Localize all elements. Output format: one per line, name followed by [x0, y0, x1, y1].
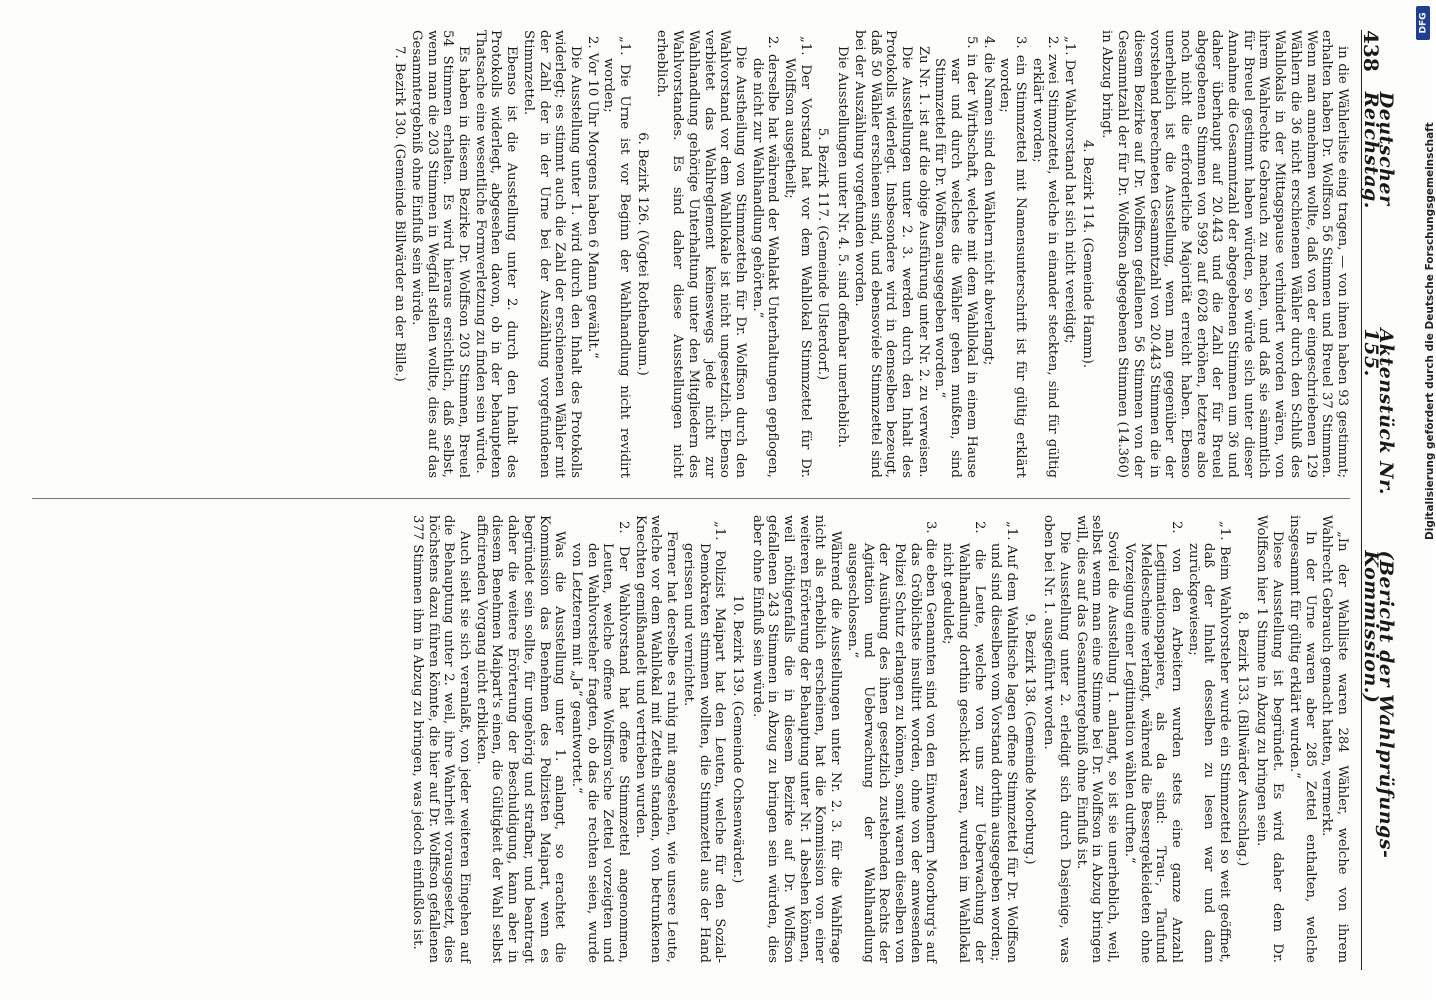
list-item: „1. Auf dem Wahltische lagen offene Stimmzettel für Dr. Wolffson und sind dieselben vom Vorstand dorthin ausgegeben worden;	[988, 521, 1019, 963]
left-column	[30, 30, 1350, 478]
document-page	[22, 10, 1412, 990]
list-item: 4. die Namen sind den Wählern nicht abverlangt;	[980, 36, 996, 366]
list-item: 3. die eben Genannten sind von den Einwohnern Moorburg's auf das Gröblichste insultirt worden, ohne von der anwesenden Polizei Schutz erlangen zu können, somit waren dieselben von der Ausübung des ihnen gesetzlich zustehenden Rechts der Agitation und Ueberwachung der Wahlhandlung ausgeschlossen.“	[844, 521, 939, 963]
district-heading: 8. Bezirk 133. (Billwärder Ausschlag.)	[1234, 611, 1250, 867]
paragraph: Ebenso ist die Ausstellung unter 2. durch den Inhalt des Protokolls widerlegt, abgesehen davon, ob in der behaupteten Thatsache eine wesentliche Formverletzung zu finden sein würde.	[472, 30, 520, 478]
list-item: „1. Der Wahlvorstand hat sich nicht vereidigt;	[1062, 36, 1078, 344]
page-number: 438	[1358, 30, 1383, 72]
paragraph: „In der Wahlliste waren 284 Wähler, welche von ihrem Wahlrecht Gebrauch gemacht hatten, vermerkt.	[1319, 515, 1350, 963]
district-heading: 5. Bezirk 117. (Gemeinde Ulsterdorf.)	[815, 127, 831, 381]
paragraph: 7. Bezirk 130. (Gemeinde Billwärder an der Bille.)	[392, 46, 408, 382]
list-item: 2. die Leute, welche von uns zur Ueberwachung der Wahlhandlung dorthin geschickt waren, wurden im Wahllokal nicht geduldet;	[940, 521, 987, 963]
page-header	[1358, 30, 1398, 970]
paragraph: Die Austheilung von Stimmzetteln für Dr. Wolffson durch den Wahlvorstand vor dem Wahllokale ist nicht ungesetzlich. Ebenso verbietet das Wahlreglement keineswegs jede nicht zur Wahlhandlung gehörige Unterhaltung unter den Mitgliedern des Wahlvorstandes. Es sind daher diese Ausstellungen nicht erheblich.	[654, 30, 748, 478]
list-item: „1. Beim Wahlvorsteher wurde ein Stimmzettel so weit geöffnet, daß der Inhalt desselben zu lesen war und dann zurückgewiesen;	[1185, 521, 1233, 963]
list-item: 2. von den Arbeitern wurden stets eine ganze Anzahl Legitimationspapiere, als da sind: Trau-, Taufund Meldescheine verlangt, während die Bessergekleideten ohne Vorzeigung einer Legitimation wählen durften.“	[1121, 521, 1184, 963]
section-title: (Bericht der Wahlprüfungs-Kommission.)	[1359, 550, 1398, 859]
district-heading: 6. Bezirk 126. (Vogtei Rothenbaum.)	[634, 132, 650, 376]
paragraph: Auch sieht sie sich veranlaßt, von jeder weiteren Eingehen auf die Behauptung unter 2. weil, ihre Wahrheit vorausgesetzt, dies höchstens dazu führen könnte, die hier auf Dr. Wolffson gefallenen 377 Stimmen ihm in Abzug zu bringen, was jedoch einflußlos ist.	[409, 515, 473, 963]
document-number: Aktenstück Nr. 155.	[1359, 328, 1398, 495]
list-item: 5. in der Wirthschaft, welche mit dem Wahllokal in einem Hause war und durch welches die Wähler gehen mußten, sind Stimmzettel für Dr. Wolffson ausgegeben worden.“	[932, 36, 979, 478]
list-item: 3. ein Stimmzettel mit Namensunterschrift ist für gültig erklärt worden;	[997, 36, 1028, 478]
paragraph: In der Urne waren aber 285 Zettel enthalten, welche insgesammt für gültig erklärt wurden.“	[1286, 515, 1318, 963]
list-item: „1. Die Urne ist vor Beginn der Wahlhandlung nicht revidirt worden;	[601, 36, 633, 478]
right-column	[30, 515, 1350, 963]
list-item: 2. derselbe hat während der Wahlakt Unterhaltungen gepflogen, die nicht zur Wahlhandlung gehörten.“	[749, 36, 781, 478]
list-item: 2. Vor 10 Uhr Morgens haben 6 Mann gewählt.“	[584, 36, 600, 359]
column-divider	[32, 498, 1350, 499]
paragraph: Während die Ausstellungen unter Nr. 2. 3. für die Wahlfrage nicht als erheblich erscheinen, hat die Kommission von einer weiteren Erörterung der Behauptung unter Nr. 1 absehen können, weil nöthigenfalls die in diesem Bezirke auf Dr. Wolffson gefallenen 243 Stimmen in Abzug zu bringen sein würden, dies aber ohne Einfluß sein würde.	[749, 515, 844, 963]
dfg-logo-text: DFG	[1418, 12, 1429, 34]
publication-title: Deutscher Reichstag.	[1359, 91, 1398, 209]
paragraph: Die Ausstellungen unter Nr. 4. 5. sind offenbar unerheblich.	[835, 46, 851, 448]
digitization-credit	[1412, 0, 1436, 1000]
paragraph: Die Ausstellungen unter 2. 3. werden durch den Inhalt des Protokolls widerlegt. Insbesondere wird in demselben bezeugt, daß 50 Wähler erschienen sind, und ebensoviele Stimmzettel sind bei der Auszählung vorgefunden worden.	[851, 30, 915, 478]
district-heading: 4. Bezirk 114. (Gemeinde Hamm).	[1079, 139, 1095, 369]
paragraph: Es haben in diesem Bezirke Dr. Wolffson 203 Stimmen, Breuel 54 Stimmen erhalten. Es wird hieraus ersichtlich, daß selbst, wenn man die 203 Stimmen in Wegfall stellen wollte, dies auf das Gesammtergebniß ohne Einfluß sein würde.	[408, 30, 472, 478]
dfg-logo	[1416, 6, 1430, 40]
district-heading: 10. Bezirk 139. (Gemeinde Ochsenwärder.)	[729, 594, 745, 884]
paragraph: Ferner hat derselbe es ruhig mit angesehen, wie unsere Leute, welche vor dem Wahllokal mit Zetteln standen, von betrunkenen Knechten gemißhandelt und vertrieben wurden.	[632, 515, 680, 963]
paragraph: Was die Ausstellung unter 1. anlangt, so erachtet die Kommission das Benehmen des Polizisten Maipart, wenn es begründet sein sollte, für ungehörig und strafbar, und beantragt daher die weitere Erörterung der Beschuldigung, kann aber in diesem Benehmen Maipart's einen, die Gültigkeit der Wahl selbst afficirenden Vorgang nicht erblicken.	[473, 515, 568, 963]
paragraph: in die Wählerliste eing tragen, — von ihnen haben 93 gestimmt; erhalten haben Dr. Wolffson 56 Stimmen und Breuel 37 Stimmen. Wenn man annehmen wollte, daß von der eingeschriebenen 129 Wählern die 36 nicht erschienenen Wähler durch den Schluß des Wahllokals in der Mittagspause verhindert worden wären, von ihrem Wahlrechte Gebrauch zu machen, und daß sie sämmtlich für Breuel gestimmt haben würden, so würde sich unter dieser Annahme die Gesammtzahl der abgegebenen Stimmen um 36 und daher überhaupt auf 20.443 und die Zahl der für Breuel abgegebenen Stimmen von 5992 auf 6028 erhöhen, letztere also noch nicht die erforderliche Majorität erreicht haben. Ebenso unerheblich ist die Ausstellung, wenn man gegenüber der vorstehend berechneten Gesammtzahl von 20.443 Stimmen die in diesem Bezirke auf Dr. Wolffson gefallenen 56 Stimmen von der Gesammtzahl der für Dr. Wolffson abgegebenen Stimmen (14.360) in Abzug bringt.	[1099, 30, 1350, 478]
paragraph: Zu Nr. 1. ist auf die obige Ausführung unter Nr. 2. zu verweisen.	[915, 46, 931, 478]
paragraph: Soviel die Ausstellung 1. anlangt, so ist sie unerheblich, weil, selbst wenn man eine Stimme bei Dr. Wolffson in Abzug bringen will, dies auf das Gesammtergebniß ohne Einfluß ist.	[1073, 515, 1121, 963]
paragraph: Die Ausstellung unter 2. erledigt sich durch Dasjenige, was oben bei Nr. 1. ausgeführt worden.	[1041, 515, 1073, 963]
district-heading: 9. Bezirk 138. (Gemeinde Moorburg.)	[1021, 613, 1037, 865]
list-item: „1. Der Vorstand hat vor dem Wahllokal Stimmzettel für Dr. Wolffson ausgetheilt;	[782, 36, 813, 478]
credit-text: Digitalisierung gefördert durch die Deutsche Forschungsgemeinschaft	[1424, 122, 1436, 540]
paragraph: Die Ausstellung unter 1. wird durch den Inhalt des Protokolls widerlegt; es stimmt auch die Zahl der erschienenen Wähler mit der Zahl der in der Urne bei der Auszählung vorgefundenen Stimmzettel.	[520, 30, 583, 478]
list-item: 2. Der Wahlvorstand hat offene Stimmzettel angenommen, Leuten, welche offene Wolffson'sche Zettel vorzeigten und den Wahlvorsteher fragten, ob das die rechten seien, wurde von Letzterem mit „Ja“ geantwortet.“	[568, 521, 632, 963]
paragraph: Diese Ausstellung ist begründet. Es wird daher dem Dr. Wolffson hier 1 Stimme in Abzug zu bringen sein.	[1254, 515, 1286, 963]
list-item: 2. zwei Stimmzettel, welche in einander steckten, sind für gültig erklärt worden;	[1029, 36, 1061, 478]
list-item: „1. Polizist Maipart hat den Leuten, welche für den Sozial-Demokraten stimmen wollten, die Stimmzettel aus der Hand gerissen und vernichtet.	[680, 521, 728, 963]
